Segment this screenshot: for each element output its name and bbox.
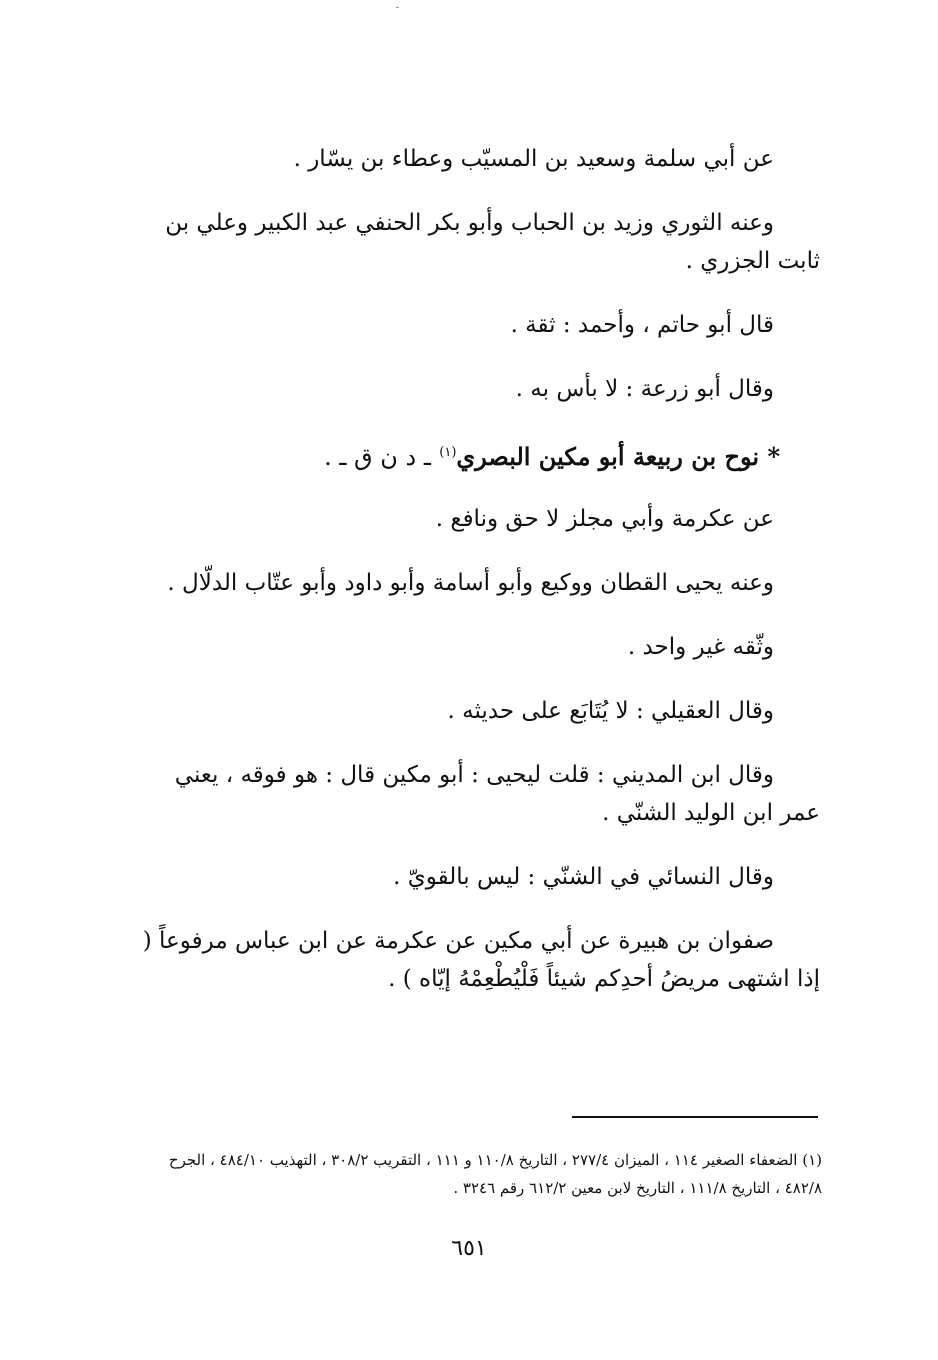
page-number: ٦٥١ [451,1236,487,1261]
footnote-text: الضعفاء الصغير ١١٤ ، الميزان ٢٧٧/٤ ، التاريخ ١١٠/٨ و ١١١ ، التقريب ٣٠٨/٢ ، التهذيب ٤٨٤/١٠ ، الجرح ٤٨٢/٨ ، التاريخ ١١١/٨ ، التاريخ لابن معين ٦١٢/٢ رقم ٣٢٤٦ . [168,1151,822,1197]
footnotes [150,1146,822,1202]
paragraph: عن أبي سلمة وسعيد بن المسيّب وعطاء بن يسّار . [293,146,774,172]
footnote-reference: (١) [439,445,457,460]
entry-star: * [767,442,780,471]
footnote-divider [572,1116,818,1118]
main-text [140,140,820,1024]
entry-name: نوح بن ربيعة أبو مكين البصري [456,442,760,471]
paragraph: صفوان بن هبيرة عن أبي مكين عن عكرمة عن ابن عباس مرفوعاً ( إذا اشتهى مريضُ أحدِكم شيئاً فَلْيُطْعِمْهُ إيّاه ) . [142,928,820,992]
paragraph: وقال العقيلي : لا يُتَابَع على حديثه . [447,698,774,724]
entry-sigla: ـ د ن ق ـ . [324,443,431,471]
paragraph: عن عكرمة وأبي مجلز لا حق ونافع . [435,506,774,532]
paragraph: وعنه الثوري وزيد بن الحباب وأبو بكر الحنفي عبد الكبير وعلي بن ثابت الجزري . [165,210,820,274]
entry-heading [140,434,820,476]
footnote-marker: (١) [802,1151,822,1169]
paragraph: وقال أبو زرعة : لا بأس به . [515,376,774,402]
paragraph: وقال النسائي في الشنّي : ليس بالقويّ . [393,864,774,890]
paragraph: وعنه يحيى القطان ووكيع وأبو أسامة وأبو داود وأبو عتّاب الدلّال . [167,570,774,596]
printer-mark: ﹶ [396,6,399,17]
paragraph: وثّقه غير واحد . [627,634,774,660]
paragraph: وقال ابن المديني : قلت ليحيى : أبو مكين قال : هو فوقه ، يعني عمر ابن الوليد الشنّي . [174,762,820,826]
paragraph: قال أبو حاتم ، وأحمد : ثقة . [510,312,774,338]
